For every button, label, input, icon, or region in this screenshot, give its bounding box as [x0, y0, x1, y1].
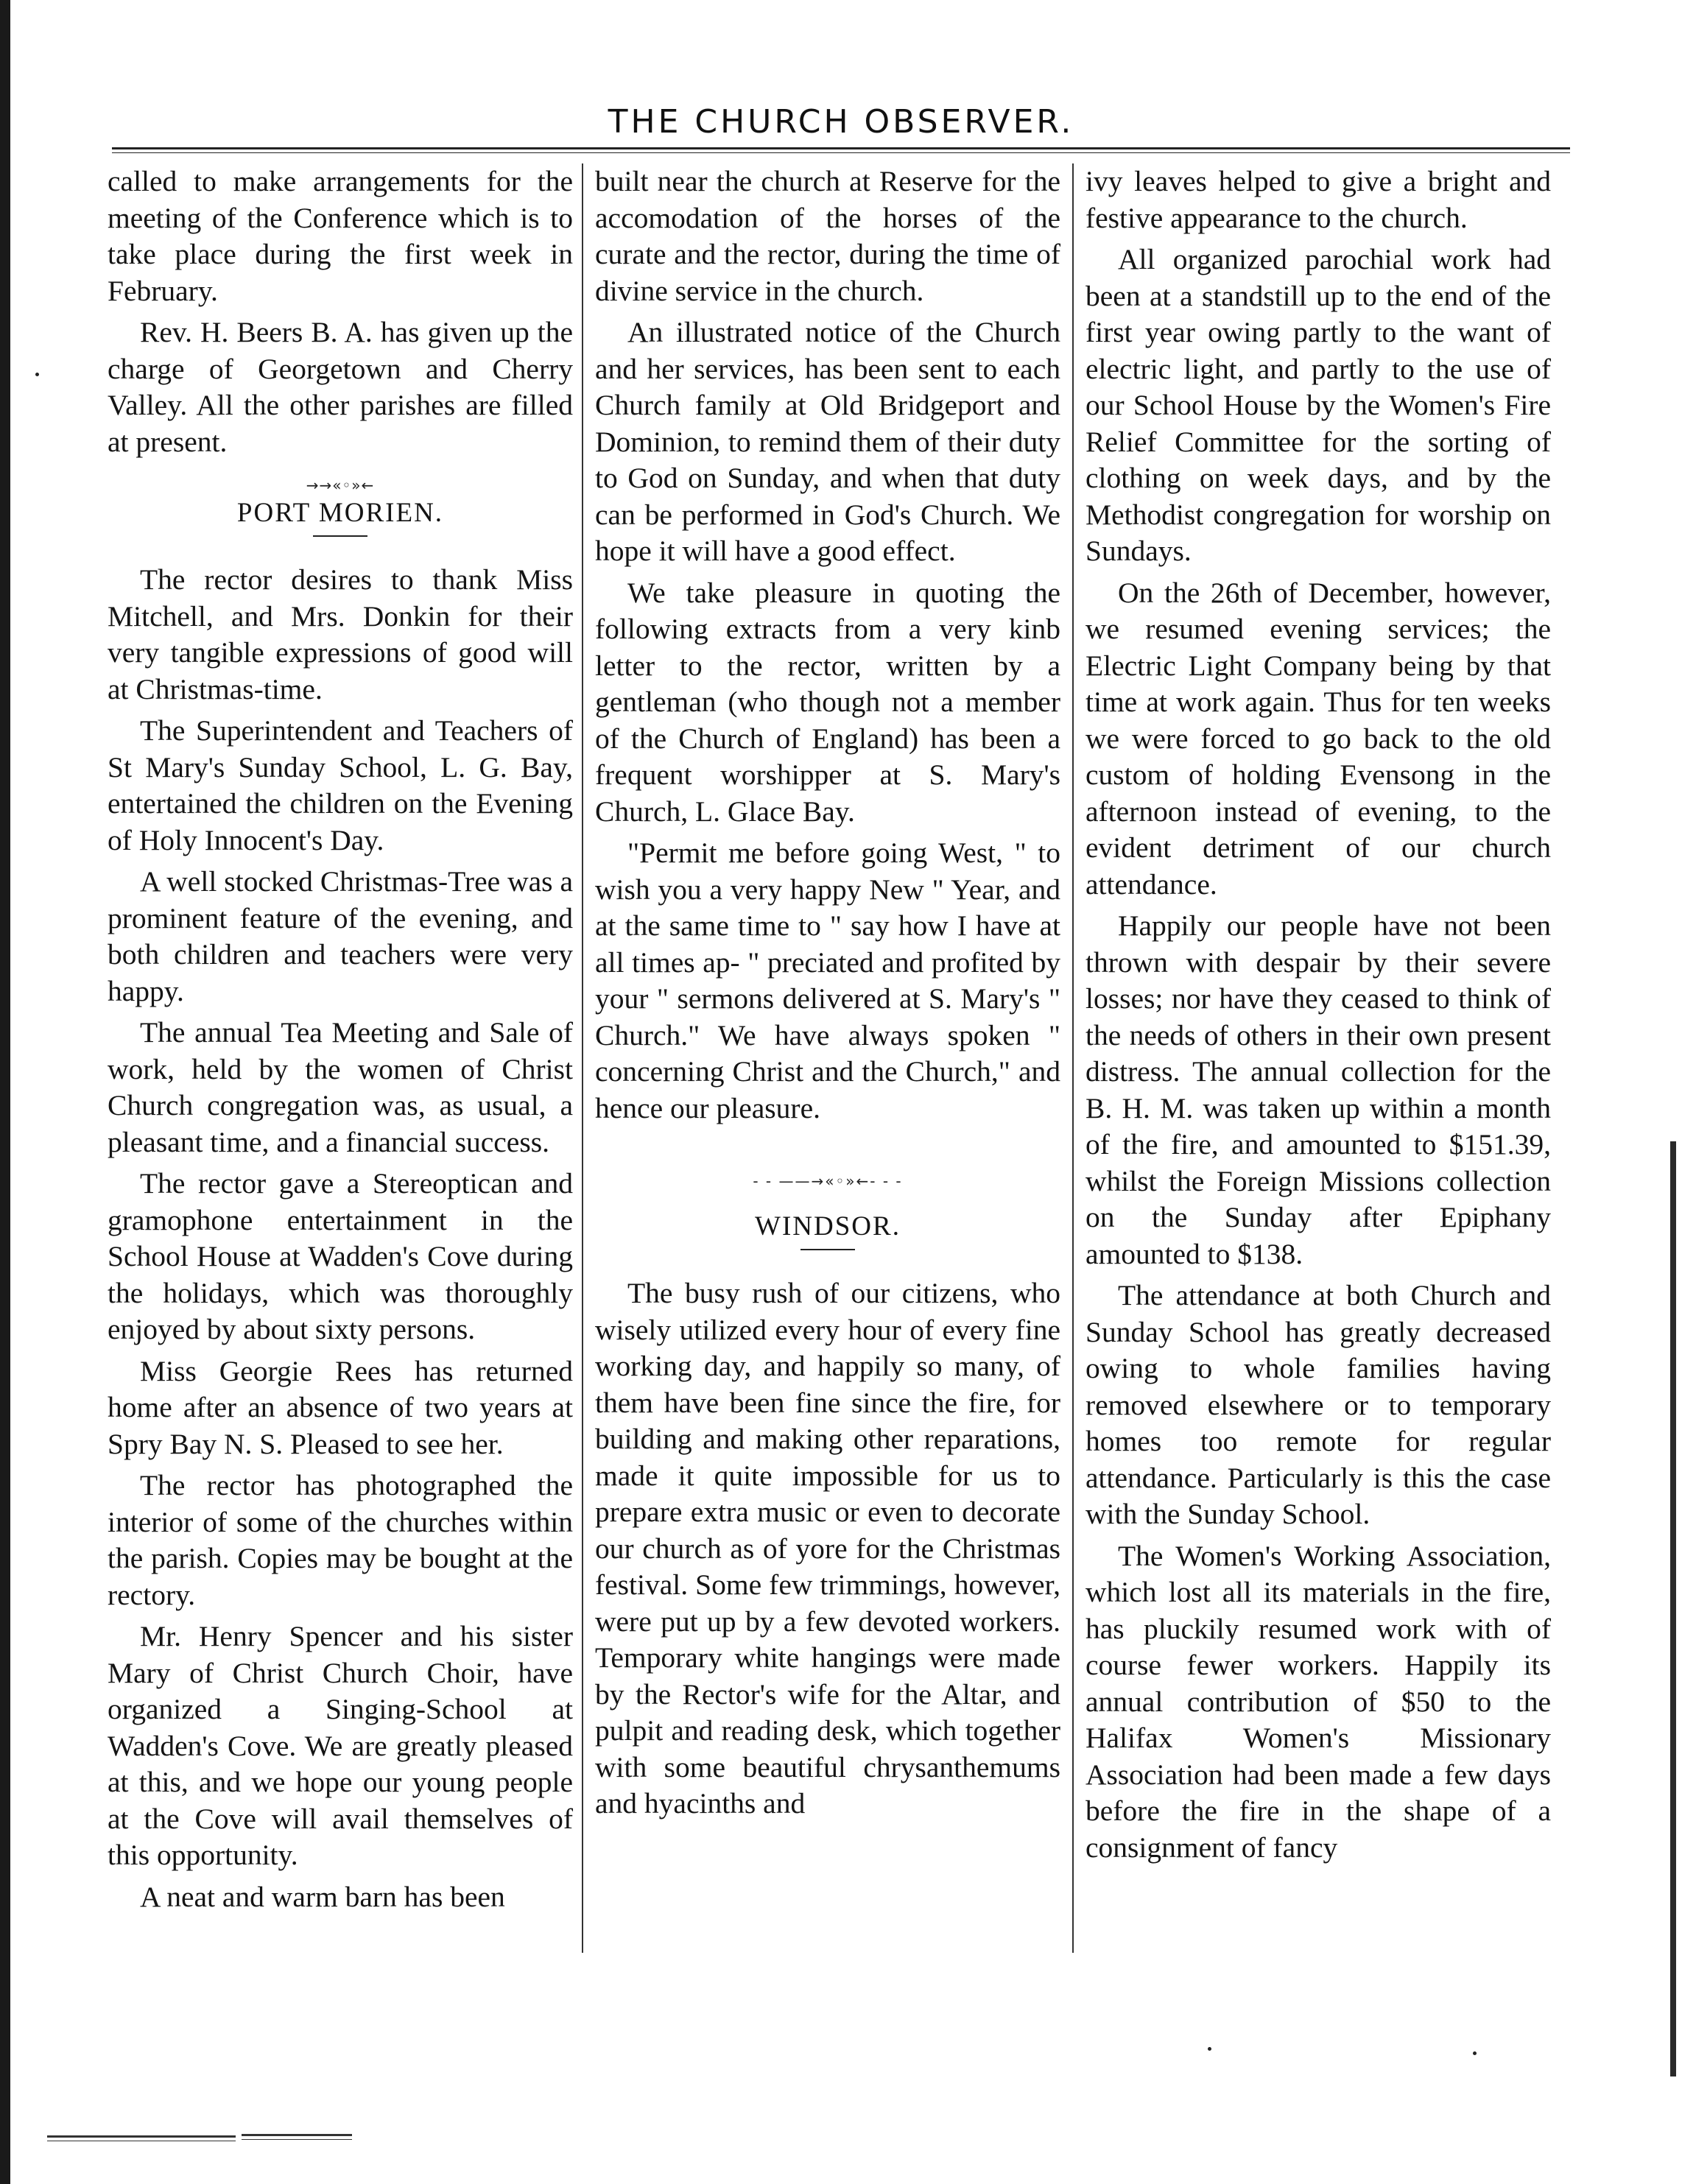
paragraph: The rector gave a Stereoptican and gramophone entertainment in the School House at Wadden's Cove during the holidays, which was thoroughly enjoyed by about sixty persons.: [108, 1167, 573, 1345]
paragraph: Rev. H. Beers B. A. has given up the charge of Georgetown and Cherry Valley. All the other parishes are filled at present.: [108, 316, 573, 458]
paragraph: We take pleasure in quoting the following extracts from a very kinb letter to the rector, written by a gentleman (who though not a member of the Church of England) has been a frequent worshipper at S. Mary's Church, L. Glace Bay.: [595, 576, 1060, 828]
scan-speck: [1208, 2047, 1211, 2051]
quotation-paragraph: "Permit me before going West, " to wish you a very happy New " Year, and at the same time to " say how I have at all times ap- " preciated and profited by your " sermons delivered at S. Mary's " Church." We have always spoken " concerning Christ and the Church," and hence our pleasure.: [595, 836, 1060, 1124]
section-heading-windsor: WINDSOR.: [755, 1211, 901, 1241]
paragraph: ivy leaves helped to give a bright and festive appearance to the church.: [1085, 165, 1551, 234]
paragraph: called to make arrangements for the meeting of the Conference which is to take place during the first week in February.: [108, 165, 573, 307]
heading-underline: [313, 535, 367, 537]
paragraph: The rector has photographed the interior of some of the churches within the parish. Copies may be bought at the rectory.: [108, 1469, 573, 1611]
column-divider: [1072, 163, 1074, 1953]
section-heading-port-morien: PORT MORIEN.: [236, 498, 444, 528]
paragraph: An illustrated notice of the Church and her services, has been sent to each Church family at Old Bridgeport and Dominion, to remind them of their duty to God on Sunday, and when that duty can be performed in God's Church. We hope it will have a good effect.: [595, 316, 1060, 567]
column-2: [595, 163, 1060, 1828]
section-ornament: →→«◦»←: [306, 476, 375, 494]
paragraph: A well stocked Christmas-Tree was a prominent feature of the evening, and both children and teachers were very happy.: [108, 865, 573, 1007]
section-ornament: - - ——→«◦»←- - -: [753, 1172, 903, 1190]
column-divider: [582, 163, 583, 1953]
paragraph: The attendance at both Church and Sunday School has greatly decreased owing to whole families having removed elsewhere or to temporary homes too remote for regular attendance. Particularly is this the case with the Sunday School.: [1085, 1279, 1551, 1530]
column-3: [1085, 163, 1551, 1871]
paragraph: Happily our people have not been thrown with despair by their severe losses; nor have they ceased to think of the needs of others in their own present distress. The annual collection for the B. H. M. was taken up within a month of the fire, and amounted to $151.39, whilst the Foreign Missions collection on the Sunday after Epiphany amounted to $138.: [1085, 909, 1551, 1270]
paragraph: The rector desires to thank Miss Mitchell, and Mrs. Donkin for their very tangible expressions of good will at Christmas-time.: [108, 563, 573, 705]
masthead-title: THE CHURCH OBSERVER.: [608, 103, 1074, 141]
column-1: [108, 163, 573, 1920]
footer-rule: [47, 2135, 236, 2141]
paragraph: On the 26th of December, however, we resumed evening services; the Electric Light Company being by that time at work again. Thus for ten weeks we were forced to go back to the old custom of holding Evensong in the afternoon instead of evening, to the evident detriment of our church attendance.: [1085, 576, 1551, 901]
scan-speck: [35, 373, 39, 376]
masthead-rule: [112, 147, 1570, 153]
paragraph: The Women's Working Association, which lost all its materials in the fire, has pluckily resumed work with of course fewer workers. Happily its annual contribution of $50 to the Halifax Women's Missionary Association had been made a few days before the fire in the shape of a consignment of fancy: [1085, 1539, 1551, 1864]
paragraph: Mr. Henry Spencer and his sister Mary of Christ Church Choir, have organized a Singing-School at Wadden's Cove. We are greatly pleased at this, and we hope our young people at the Cove will avail themselves of this opportunity.: [108, 1620, 573, 1871]
heading-underline: [800, 1249, 855, 1250]
paragraph: The busy rush of our citizens, who wisely utilized every hour of every fine working day, and happily so many, of them have been fine since the fire, for building and making other reparations, made it quite impossible for us to prepare extra music or even to decorate our church as of yore for the Christmas festival. Some few trimmings, however, were put up by a few devoted workers. Temporary white hangings were made by the Rector's wife for the Altar, and pulpit and reading desk, which together with some beautiful chrysanthemums and hyacinths and: [595, 1277, 1060, 1820]
scan-left-edge: [0, 0, 10, 2184]
scan-speck: [1473, 2051, 1477, 2055]
paragraph: The Superintendent and Teachers of St Mary's Sunday School, L. G. Bay, entertained the children on the Evening of Holy Innocent's Day.: [108, 714, 573, 856]
paragraph: The annual Tea Meeting and Sale of work, held by the women of Christ Church congregation was, as usual, a pleasant time, and a financial success.: [108, 1016, 573, 1158]
paragraph: built near the church at Reserve for the accomodation of the horses of the curate and the rector, during the time of divine service in the church.: [595, 165, 1060, 307]
paragraph: A neat and warm barn has been: [140, 1880, 505, 1913]
footer-rule: [242, 2134, 352, 2140]
paragraph: All organized parochial work had been at a standstill up to the end of the first year owing partly to the want of electric light, and partly to the use of our School House by the Women's Fire Relief Committee for the sorting of clothing on week days, and by the Methodist congregation for worship on Sundays.: [1085, 243, 1551, 567]
scan-right-edge: [1670, 1141, 1676, 2076]
paragraph: Miss Georgie Rees has returned home after an absence of two years at Spry Bay N. S. Pleased to see her.: [108, 1354, 573, 1460]
